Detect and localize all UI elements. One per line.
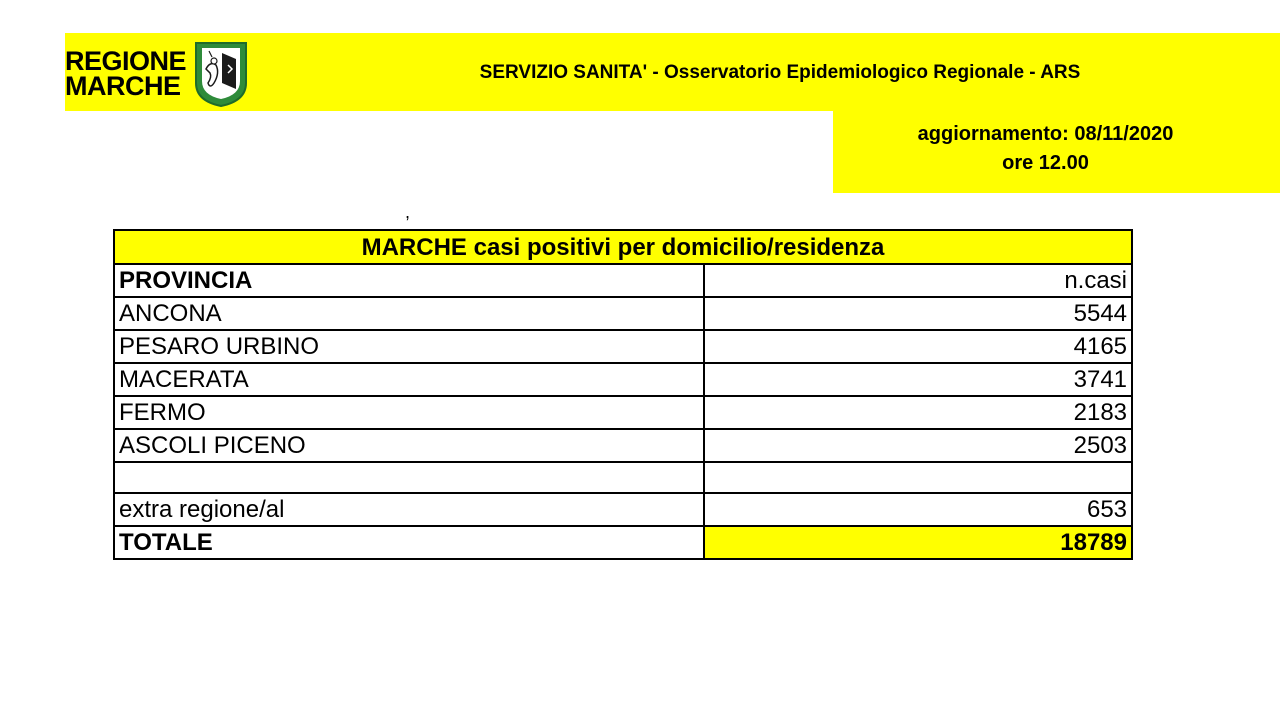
regione-marche-logo	[65, 38, 250, 110]
table-header-row	[114, 264, 1132, 297]
total-value: 18789	[704, 526, 1132, 559]
update-time: ore 12.00	[1002, 152, 1089, 174]
casi-cell: 3741	[704, 363, 1132, 396]
provincia-cell: extra regione/al	[114, 493, 704, 526]
casi-cell: 2183	[704, 396, 1132, 429]
logo-line-2: MARCHE	[65, 71, 181, 101]
provincia-cell: FERMO	[114, 396, 704, 429]
table-row	[114, 297, 1132, 330]
column-header-provincia: PROVINCIA	[114, 264, 704, 297]
table-title: MARCHE casi positivi per domicilio/residenza	[114, 230, 1132, 264]
provincia-cell: PESARO URBINO	[114, 330, 704, 363]
provincia-cell: ASCOLI PICENO	[114, 429, 704, 462]
cases-table	[113, 229, 1133, 560]
table-row	[114, 330, 1132, 363]
table-title-row	[114, 230, 1132, 264]
provincia-cell: ANCONA	[114, 297, 704, 330]
update-date: aggiornamento: 08/11/2020	[917, 123, 1174, 145]
update-info	[833, 120, 1258, 178]
table-row-empty	[114, 462, 1132, 493]
provincia-cell	[114, 462, 704, 493]
table-row	[114, 493, 1132, 526]
table-row	[114, 396, 1132, 429]
casi-cell: 2503	[704, 429, 1132, 462]
casi-cell: 653	[704, 493, 1132, 526]
logo-text	[65, 46, 187, 101]
stray-mark: ,	[405, 202, 411, 222]
casi-cell: 4165	[704, 330, 1132, 363]
table-row	[114, 429, 1132, 462]
header-title: SERVIZIO SANITA' - Osservatorio Epidemiologico Regionale - ARS	[479, 62, 1081, 83]
total-label: TOTALE	[114, 526, 704, 559]
logo-line-1: REGIONE	[65, 46, 187, 76]
regione-marche-emblem-icon	[192, 39, 250, 109]
provincia-cell: MACERATA	[114, 363, 704, 396]
table-row	[114, 363, 1132, 396]
column-header-casi: n.casi	[704, 264, 1132, 297]
casi-cell: 5544	[704, 297, 1132, 330]
table-total-row	[114, 526, 1132, 559]
casi-cell	[704, 462, 1132, 493]
